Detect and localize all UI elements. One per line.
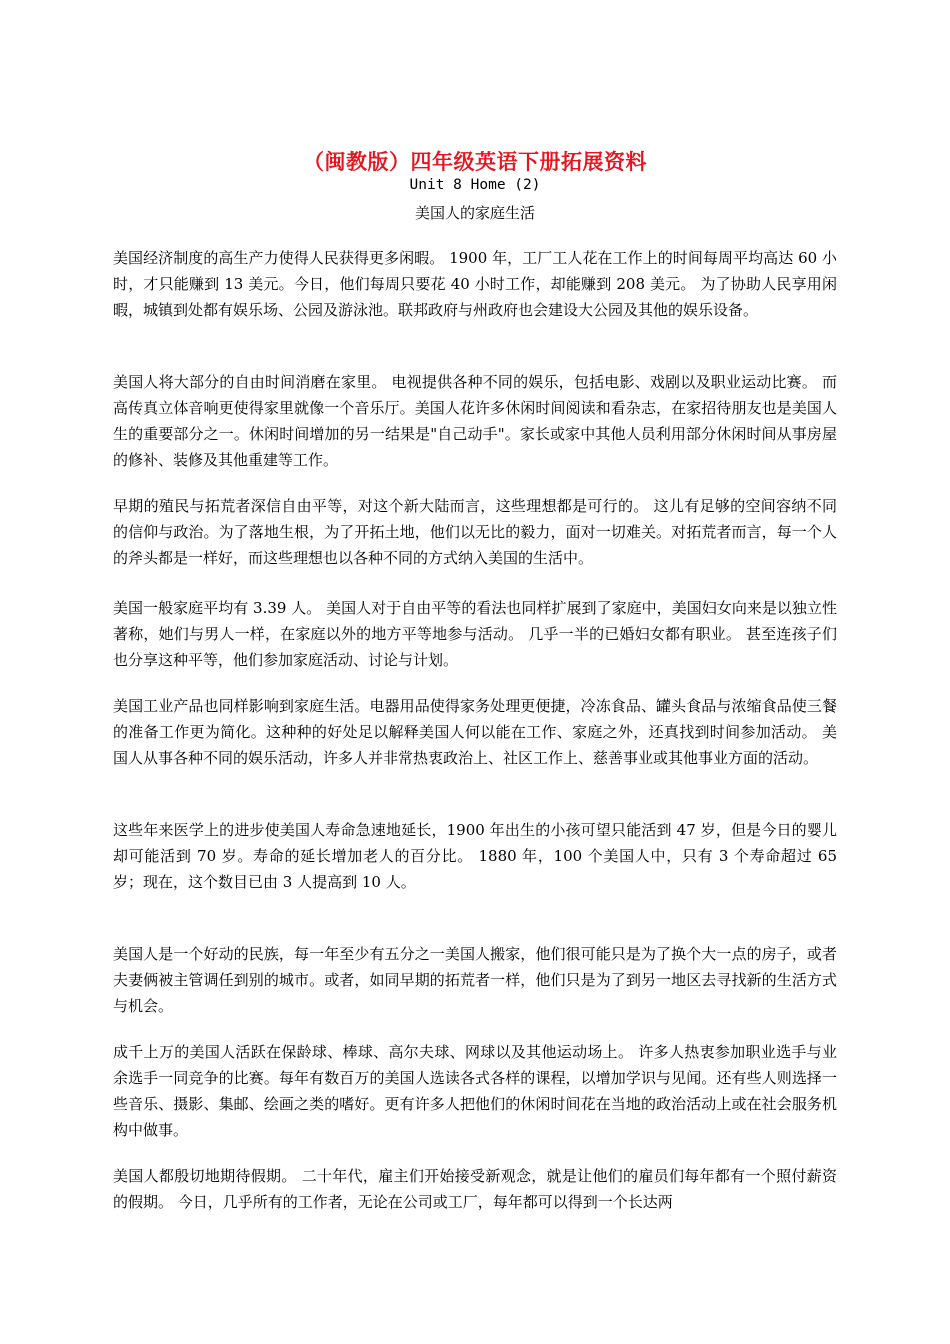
- paragraph-7: 美国人是一个好动的民族，每一年至少有五分之一美国人搬家，他们很可能只是为了换个大一点的房子，或者夫妻俩被主管调任到别的城市。或者，如同早期的拓荒者一样，他们只是为了到另一地区去寻找新的生活方式与机会。: [113, 945, 837, 1015]
- paragraph-4: 美国一般家庭平均有 3.39 人。 美国人对于自由平等的看法也同样扩展到了家庭中，美国妇女向来是以独立性著称，她们与男人一样，在家庭以外的地方平等地参与活动。 几乎一半的已婚妇女都有职业。 甚至连孩子们也分享这种平等，他们参加家庭活动、讨论与计划。: [113, 599, 837, 669]
- paragraph-6: 这些年来医学上的进步使美国人寿命急速地延长，1900 年出生的小孩可望只能活到 47 岁，但是今日的婴儿却可能活到 70 岁。寿命的延长增加老人的百分比。 1880 年，100 个美国人中，只有 3 个寿命超过 65 岁；现在，这个数目已由 3 人提高到 10 人。: [113, 821, 837, 891]
- article-title: 美国人的家庭生活: [414, 204, 535, 222]
- paragraph-3: 早期的殖民与拓荒者深信自由平等，对这个新大陆而言，这些理想都是可行的。 这儿有足够的空间容纳不同的信仰与政治。为了落地生根，为了开拓土地，他们以无比的毅力，面对一切难关。对拓荒者而言，每一个人的斧头都是一样好，而这些理想也以各种不同的方式纳入美国的生活中。: [113, 497, 837, 567]
- paragraph-8: 成千上万的美国人活跃在保龄球、棒球、高尔夫球、网球以及其他运动场上。 许多人热衷参加职业选手与业余选手一同竞争的比赛。每年有数百万的美国人选读各式各样的课程，以增加学识与见闻。还有些人则选择一些音乐、摄影、集邮、绘画之类的嗜好。更有许多人把他们的休闲时间花在当地的政治活动上或在社会服务机构中做事。: [113, 1043, 837, 1139]
- paragraph-5: 美国工业产品也同样影响到家庭生活。电器用品使得家务处理更便捷，冷冻食品、罐头食品与浓缩食品使三餐的准备工作更为简化。这种种的好处足以解释美国人何以能在工作、家庭之外，还真找到时间参加活动。 美国人从事各种不同的娱乐活动，许多人并非常热衷政治上、社区工作上、慈善事业或其他事业方面的活动。: [113, 697, 837, 767]
- paragraph-1: 美国经济制度的高生产力使得人民获得更多闲暇。 1900 年，工厂工人花在工作上的时间每周平均高达 60 小时，才只能赚到 13 美元。今日，他们每周只要花 40 小时工作，却能赚到 208 美元。 为了协助人民享用闲暇，城镇到处都有娱乐场、公园及游泳池。联邦政府与州政府也会建设大公园及其他的娱乐设备。: [113, 249, 837, 319]
- paragraph-9: 美国人都殷切地期待假期。 二十年代，雇主们开始接受新观念，就是让他们的雇员们每年都有一个照付薪资的假期。 今日，几乎所有的工作者，无论在公司或工厂，每年都可以得到一个长达两: [113, 1167, 837, 1211]
- document-title: （闽教版）四年级英语下册拓展资料: [303, 150, 647, 174]
- unit-subtitle: Unit 8 Home (2): [409, 177, 541, 193]
- paragraph-2: 美国人将大部分的自由时间消磨在家里。 电视提供各种不同的娱乐，包括电影、戏剧以及职业运动比赛。 而高传真立体音响更使得家里就像一个音乐厅。美国人花许多休闲时间阅读和看杂志，在家招待朋友也是美国人生的重要部分之一。休闲时间增加的另一结果是"自己动手"。家长或家中其他人员利用部分休闲时间从事房屋的修补、装修及其他重建等工作。: [113, 373, 837, 469]
